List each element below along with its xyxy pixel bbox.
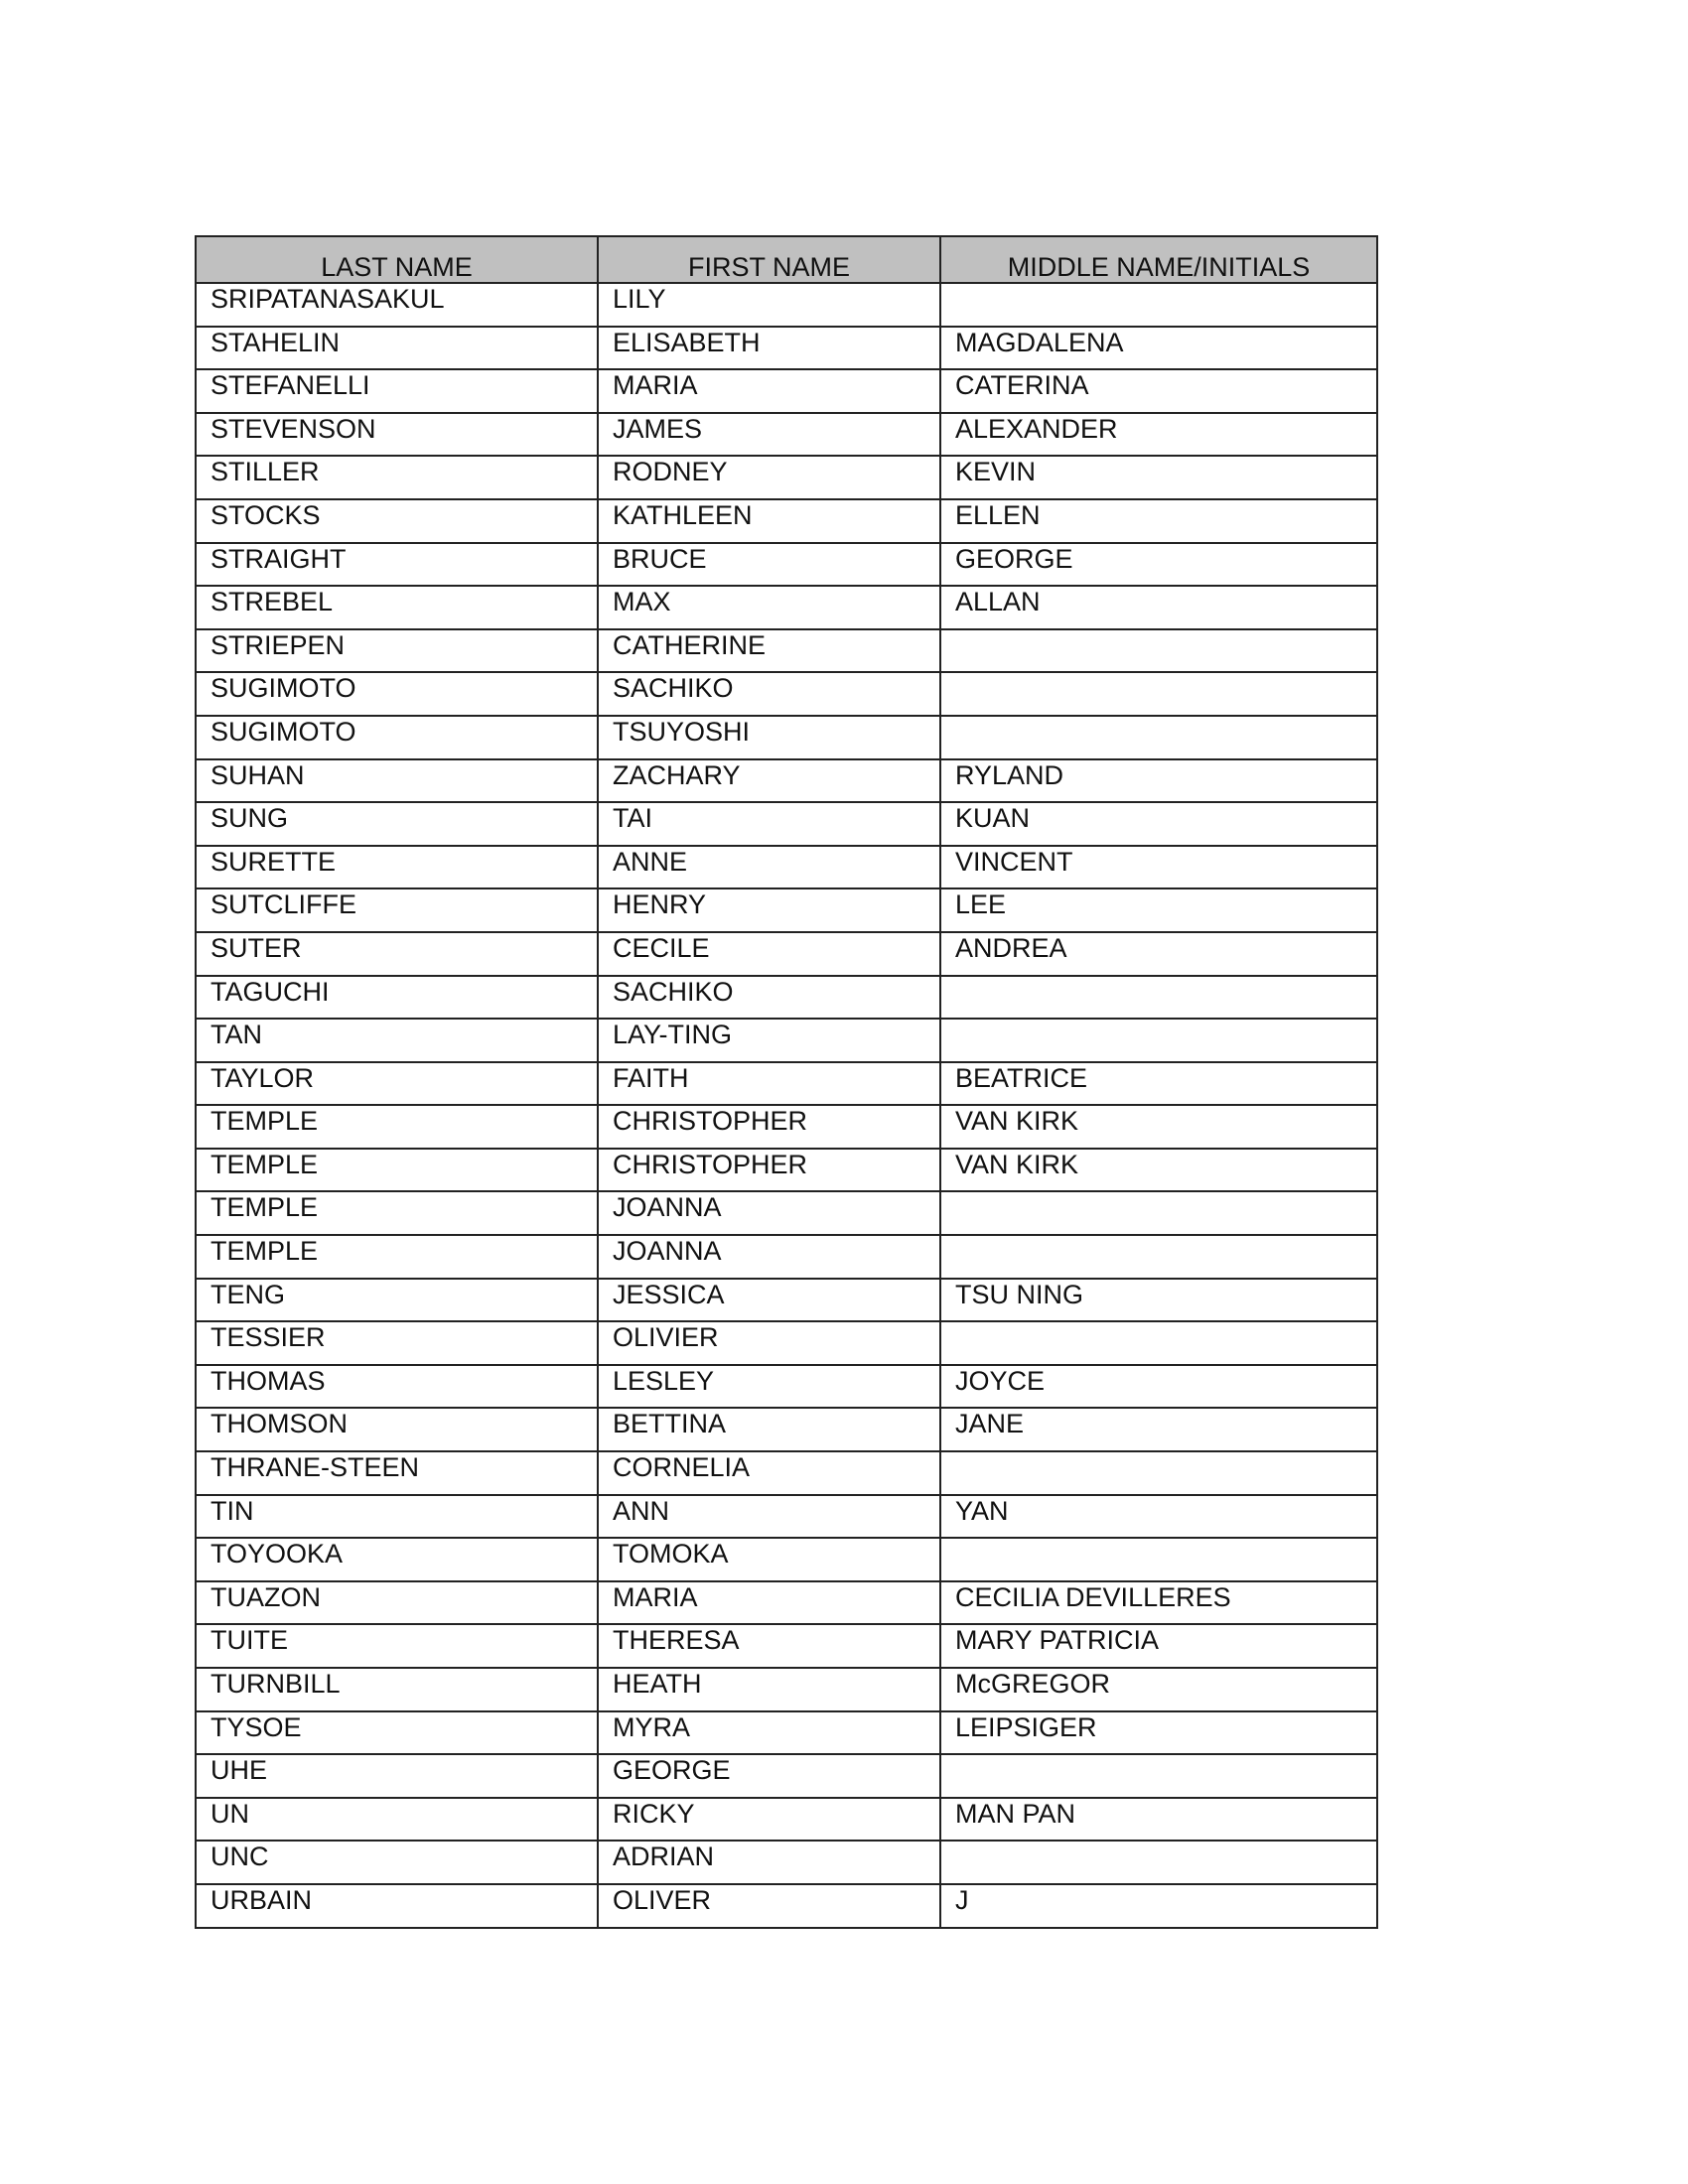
- table-body: [196, 283, 1377, 1928]
- table-row: [196, 1149, 1377, 1192]
- last-name-cell: TENG: [196, 1279, 598, 1322]
- middle-name-cell: [940, 283, 1377, 327]
- first-name-cell: LILY: [598, 283, 940, 327]
- last-name-cell: THOMAS: [196, 1365, 598, 1409]
- middle-name-cell: JANE: [940, 1408, 1377, 1451]
- middle-name-cell: [940, 1754, 1377, 1798]
- first-name-cell: CATHERINE: [598, 629, 940, 673]
- first-name-cell: ZACHARY: [598, 759, 940, 803]
- table-row: [196, 802, 1377, 846]
- first-name-cell: JOANNA: [598, 1191, 940, 1235]
- first-name-cell: CHRISTOPHER: [598, 1149, 940, 1192]
- header-last-name: LAST NAME: [196, 236, 598, 283]
- table-row: [196, 543, 1377, 587]
- table-header: [196, 236, 1377, 283]
- middle-name-cell: RYLAND: [940, 759, 1377, 803]
- first-name-cell: RODNEY: [598, 456, 940, 499]
- last-name-cell: TOYOOKA: [196, 1538, 598, 1581]
- last-name-cell: STRAIGHT: [196, 543, 598, 587]
- table-row: [196, 1105, 1377, 1149]
- last-name-cell: STREBEL: [196, 586, 598, 629]
- middle-name-cell: VAN KIRK: [940, 1105, 1377, 1149]
- table-row: [196, 1235, 1377, 1279]
- middle-name-cell: [940, 716, 1377, 759]
- middle-name-cell: LEE: [940, 888, 1377, 932]
- first-name-cell: JOANNA: [598, 1235, 940, 1279]
- middle-name-cell: GEORGE: [940, 543, 1377, 587]
- first-name-cell: JAMES: [598, 413, 940, 457]
- last-name-cell: SUHAN: [196, 759, 598, 803]
- first-name-cell: ADRIAN: [598, 1841, 940, 1884]
- middle-name-cell: VAN KIRK: [940, 1149, 1377, 1192]
- middle-name-cell: ALLAN: [940, 586, 1377, 629]
- last-name-cell: TAGUCHI: [196, 976, 598, 1020]
- middle-name-cell: [940, 1235, 1377, 1279]
- table-row: [196, 1451, 1377, 1495]
- first-name-cell: TAI: [598, 802, 940, 846]
- middle-name-cell: ALEXANDER: [940, 413, 1377, 457]
- first-name-cell: MAX: [598, 586, 940, 629]
- last-name-cell: SRIPATANASAKUL: [196, 283, 598, 327]
- middle-name-cell: LEIPSIGER: [940, 1711, 1377, 1755]
- middle-name-cell: [940, 672, 1377, 716]
- table-row: [196, 499, 1377, 543]
- names-table: [195, 235, 1378, 1929]
- table-row: [196, 759, 1377, 803]
- table-row: [196, 1581, 1377, 1625]
- first-name-cell: JESSICA: [598, 1279, 940, 1322]
- table-row: [196, 327, 1377, 370]
- table-row: [196, 1841, 1377, 1884]
- last-name-cell: STOCKS: [196, 499, 598, 543]
- last-name-cell: SUTER: [196, 932, 598, 976]
- middle-name-cell: YAN: [940, 1495, 1377, 1539]
- middle-name-cell: CECILIA DEVILLERES: [940, 1581, 1377, 1625]
- middle-name-cell: ELLEN: [940, 499, 1377, 543]
- middle-name-cell: JOYCE: [940, 1365, 1377, 1409]
- first-name-cell: FAITH: [598, 1062, 940, 1106]
- table-row: [196, 456, 1377, 499]
- table-row: [196, 283, 1377, 327]
- middle-name-cell: KUAN: [940, 802, 1377, 846]
- last-name-cell: TEMPLE: [196, 1149, 598, 1192]
- last-name-cell: TEMPLE: [196, 1191, 598, 1235]
- table-row: [196, 1754, 1377, 1798]
- table-row: [196, 976, 1377, 1020]
- middle-name-cell: [940, 1841, 1377, 1884]
- table-row: [196, 1668, 1377, 1711]
- first-name-cell: ELISABETH: [598, 327, 940, 370]
- table-row: [196, 932, 1377, 976]
- last-name-cell: SUTCLIFFE: [196, 888, 598, 932]
- table-row: [196, 369, 1377, 413]
- middle-name-cell: BEATRICE: [940, 1062, 1377, 1106]
- middle-name-cell: [940, 1019, 1377, 1062]
- last-name-cell: STEVENSON: [196, 413, 598, 457]
- middle-name-cell: TSU NING: [940, 1279, 1377, 1322]
- middle-name-cell: CATERINA: [940, 369, 1377, 413]
- last-name-cell: SUGIMOTO: [196, 716, 598, 759]
- table-row: [196, 716, 1377, 759]
- first-name-cell: CHRISTOPHER: [598, 1105, 940, 1149]
- first-name-cell: LESLEY: [598, 1365, 940, 1409]
- table-row: [196, 1798, 1377, 1842]
- first-name-cell: SACHIKO: [598, 976, 940, 1020]
- middle-name-cell: J: [940, 1884, 1377, 1928]
- first-name-cell: OLIVIER: [598, 1321, 940, 1365]
- table-row: [196, 1062, 1377, 1106]
- first-name-cell: KATHLEEN: [598, 499, 940, 543]
- table-row: [196, 1884, 1377, 1928]
- middle-name-cell: MARY PATRICIA: [940, 1624, 1377, 1668]
- table-row: [196, 413, 1377, 457]
- table-row: [196, 1279, 1377, 1322]
- table-row: [196, 846, 1377, 889]
- first-name-cell: ANNE: [598, 846, 940, 889]
- last-name-cell: UNC: [196, 1841, 598, 1884]
- first-name-cell: ANN: [598, 1495, 940, 1539]
- table-row: [196, 629, 1377, 673]
- middle-name-cell: [940, 976, 1377, 1020]
- first-name-cell: GEORGE: [598, 1754, 940, 1798]
- table-row: [196, 1365, 1377, 1409]
- table-row: [196, 1191, 1377, 1235]
- middle-name-cell: [940, 1321, 1377, 1365]
- middle-name-cell: [940, 1191, 1377, 1235]
- table-row: [196, 1624, 1377, 1668]
- first-name-cell: OLIVER: [598, 1884, 940, 1928]
- last-name-cell: TAYLOR: [196, 1062, 598, 1106]
- table-row: [196, 1321, 1377, 1365]
- middle-name-cell: [940, 629, 1377, 673]
- last-name-cell: TURNBILL: [196, 1668, 598, 1711]
- last-name-cell: TAN: [196, 1019, 598, 1062]
- last-name-cell: SUNG: [196, 802, 598, 846]
- first-name-cell: SACHIKO: [598, 672, 940, 716]
- first-name-cell: CECILE: [598, 932, 940, 976]
- last-name-cell: STAHELIN: [196, 327, 598, 370]
- first-name-cell: MARIA: [598, 1581, 940, 1625]
- table-row: [196, 1711, 1377, 1755]
- first-name-cell: THERESA: [598, 1624, 940, 1668]
- last-name-cell: TUAZON: [196, 1581, 598, 1625]
- first-name-cell: HENRY: [598, 888, 940, 932]
- last-name-cell: UHE: [196, 1754, 598, 1798]
- last-name-cell: TEMPLE: [196, 1105, 598, 1149]
- last-name-cell: TESSIER: [196, 1321, 598, 1365]
- first-name-cell: MYRA: [598, 1711, 940, 1755]
- first-name-cell: TSUYOSHI: [598, 716, 940, 759]
- middle-name-cell: [940, 1451, 1377, 1495]
- header-row: [196, 236, 1377, 283]
- last-name-cell: TIN: [196, 1495, 598, 1539]
- last-name-cell: THRANE-STEEN: [196, 1451, 598, 1495]
- first-name-cell: RICKY: [598, 1798, 940, 1842]
- middle-name-cell: McGREGOR: [940, 1668, 1377, 1711]
- first-name-cell: HEATH: [598, 1668, 940, 1711]
- table-row: [196, 1495, 1377, 1539]
- last-name-cell: TYSOE: [196, 1711, 598, 1755]
- last-name-cell: UN: [196, 1798, 598, 1842]
- table-row: [196, 586, 1377, 629]
- table-row: [196, 672, 1377, 716]
- first-name-cell: BETTINA: [598, 1408, 940, 1451]
- first-name-cell: CORNELIA: [598, 1451, 940, 1495]
- table-row: [196, 888, 1377, 932]
- table-row: [196, 1538, 1377, 1581]
- first-name-cell: BRUCE: [598, 543, 940, 587]
- table-row: [196, 1019, 1377, 1062]
- last-name-cell: SUGIMOTO: [196, 672, 598, 716]
- first-name-cell: MARIA: [598, 369, 940, 413]
- last-name-cell: TEMPLE: [196, 1235, 598, 1279]
- last-name-cell: TUITE: [196, 1624, 598, 1668]
- last-name-cell: STRIEPEN: [196, 629, 598, 673]
- last-name-cell: URBAIN: [196, 1884, 598, 1928]
- table-row: [196, 1408, 1377, 1451]
- middle-name-cell: [940, 1538, 1377, 1581]
- middle-name-cell: MAGDALENA: [940, 327, 1377, 370]
- middle-name-cell: MAN PAN: [940, 1798, 1377, 1842]
- middle-name-cell: VINCENT: [940, 846, 1377, 889]
- middle-name-cell: KEVIN: [940, 456, 1377, 499]
- first-name-cell: TOMOKA: [598, 1538, 940, 1581]
- header-first-name: FIRST NAME: [598, 236, 940, 283]
- last-name-cell: SURETTE: [196, 846, 598, 889]
- header-middle-name: MIDDLE NAME/INITIALS: [940, 236, 1377, 283]
- last-name-cell: STEFANELLI: [196, 369, 598, 413]
- first-name-cell: LAY-TING: [598, 1019, 940, 1062]
- last-name-cell: STILLER: [196, 456, 598, 499]
- middle-name-cell: ANDREA: [940, 932, 1377, 976]
- last-name-cell: THOMSON: [196, 1408, 598, 1451]
